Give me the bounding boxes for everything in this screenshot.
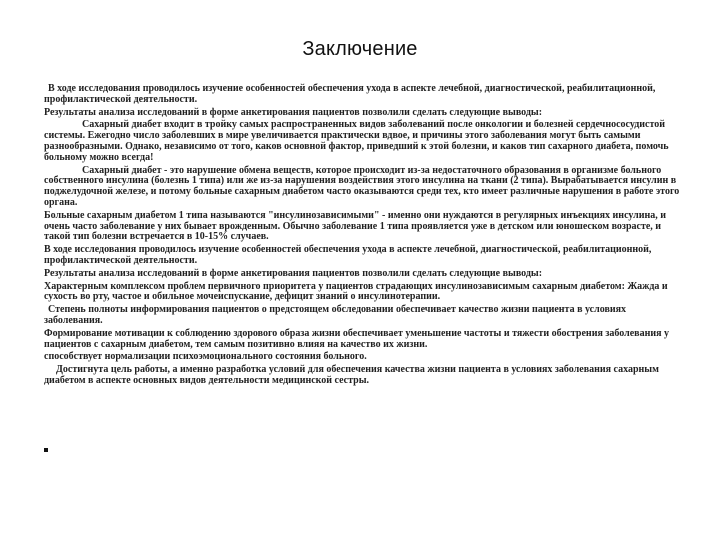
paragraph-diabetes-definition: Сахарный диабет - это нарушение обмена веществ, которое происходит из-за недостаточного образования в организме больного собственного инсулина (болезнь 1 типа) или же из-за нарушения воздействия этого инсулина на ткани (2 типа). Вырабатывается инсулин в поджелудочной железе, и потому больные сахарным диабетом часто оказываются среди тех, кто имеет различные нарушения в работе этого органа. (44, 164, 680, 208)
paragraph-informing-patients: Степень полноты информирования пациентов о предстоящем обследовании обеспечивает качество жизни пациента в условиях заболевания. (44, 304, 627, 326)
paragraph-priority-problems: Характерным комплексом проблем первичного приоритета у пациентов страдающих инсулинозависимым сахарным диабетом: Жажда и сухость во рту, частое и обильное мочеиспускание, дефицит знаний о инсулинотерапии. (44, 280, 668, 303)
paragraph-healthy-lifestyle: Формирование мотивации к соблюдению здорового образа жизни обеспечивает уменьшение частоты и тяжести обострения заболевания у пациентов с сахарным диабетом, тем самым позитивно влияя на качество их жизни. (44, 327, 669, 350)
slide-body (44, 84, 684, 389)
paragraph-study-intro: В ходе исследования проводилось изучение особенностей обеспечения ухода в аспекте лечебной, диагностической, реабилитационной, профилактической деятельности. (44, 83, 656, 105)
paragraph-study-intro-repeat: В ходе исследования проводилось изучение особенностей обеспечения ухода в аспекте лечебной, диагностической, реабилитационной, профилактической деятельности. (44, 244, 652, 266)
paragraph-type1-diabetes: Больные сахарным диабетом 1 типа называются "инсулинозависимыми" - именно они нуждаются в регулярных инъекциях инсулина, и очень часто заболевание у них бывает врожденным. Обычно заболевание 1 типа проявляется уже в детском или юношеском возрасте, и такой тип болезни встречается в 10-15% случаев. (44, 209, 667, 243)
paragraph-psycho-emotional: способствует нормализации психоэмоционального состояния больного. (44, 351, 367, 363)
paragraph-results-intro: Результаты анализа исследований в форме анкетирования пациентов позволили сделать следующие выводы: (44, 106, 543, 118)
paragraph-goal-achieved: Достигнута цель работы, а именно разработка условий для обеспечения качества жизни пациента в условиях заболевания сахарным диабетом в аспекте основных видов деятельности медицинской сестры. (44, 364, 659, 386)
slide-title: Заключение (302, 38, 418, 60)
bullet-dot (44, 448, 48, 452)
paragraph-results-intro-repeat: Результаты анализа исследований в форме анкетирования пациентов позволили сделать следующие выводы: (44, 267, 543, 279)
paragraph-diabetes-prevalence: Сахарный диабет входит в тройку самых распространенных видов заболеваний после онкологии и болезней сердечнососудистой системы. Ежегодно число заболевших в мире увеличивается практически вдвое, и причины этого заболевания могут быть самыми разнообразными. Однако, независимо от того, каков основной фактор, приведший к этой болезни, и каков тип сахарного диабета, помочь больному можно всегда! (44, 119, 669, 163)
